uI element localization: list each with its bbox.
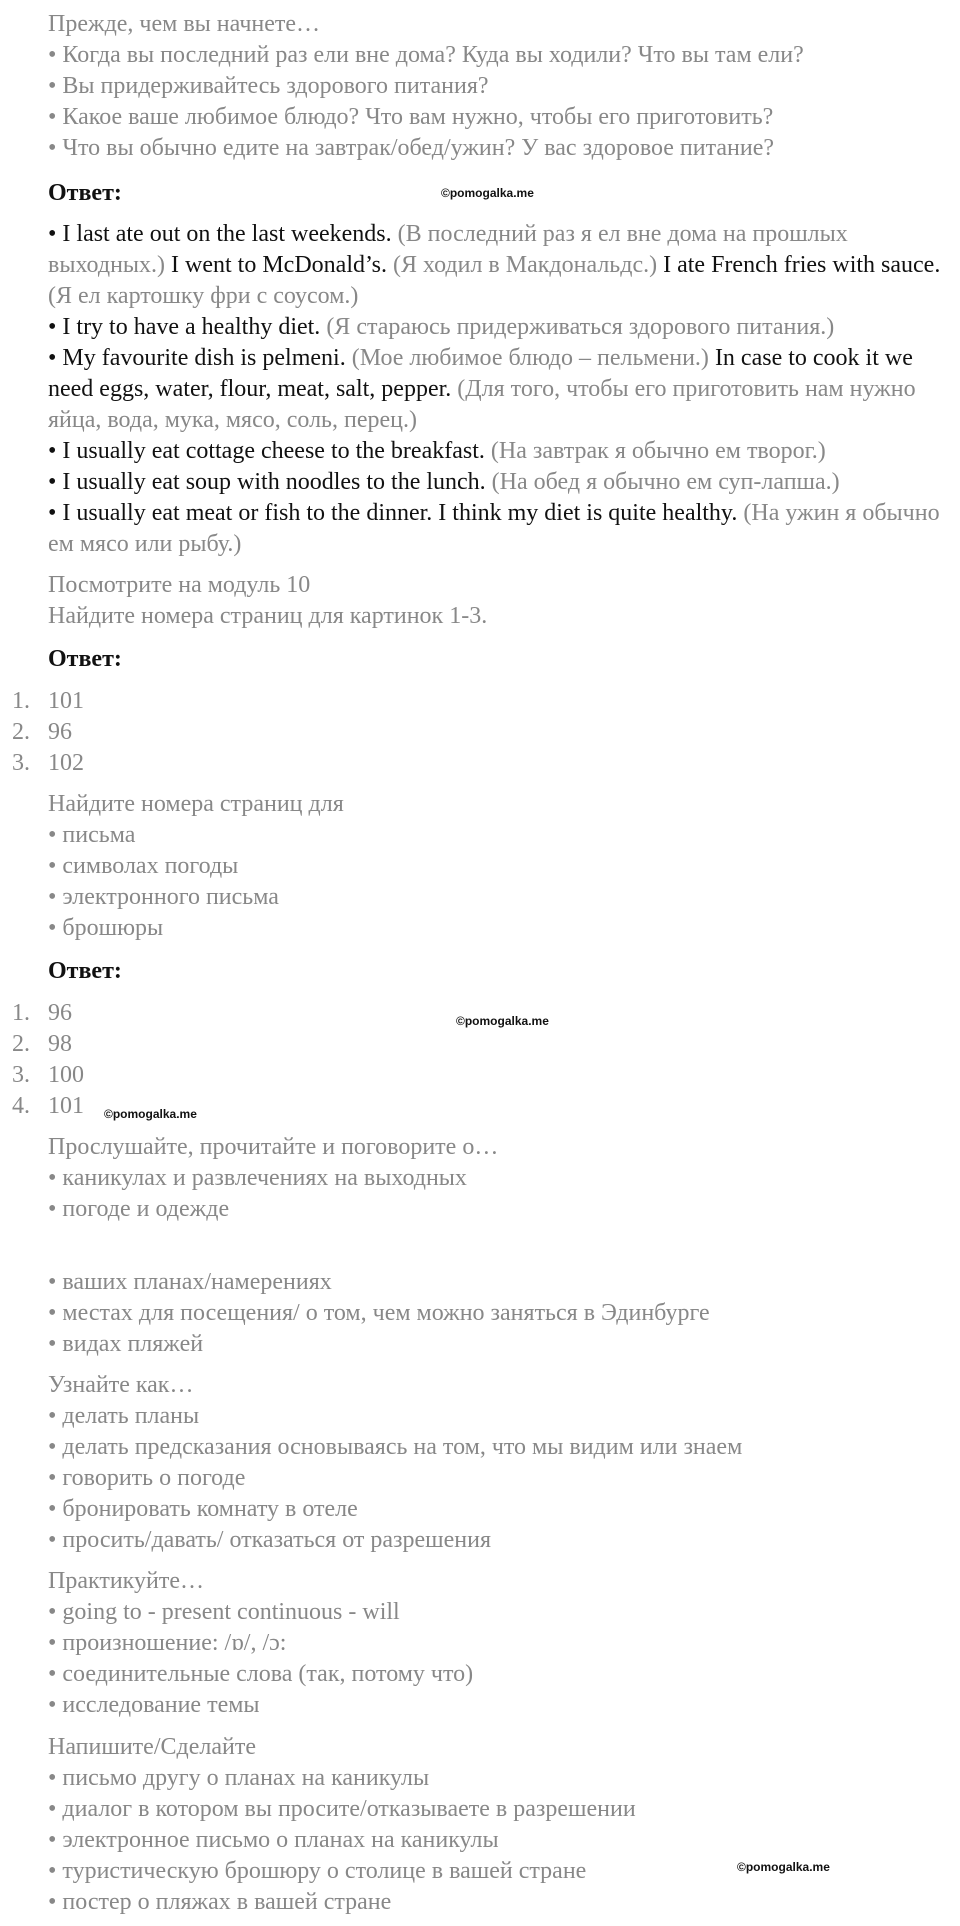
english-text: • I usually eat cottage cheese to the breakfast. bbox=[48, 438, 485, 464]
pages-line: • электронного письма bbox=[48, 884, 279, 910]
item-number: 4. bbox=[12, 1093, 30, 1119]
english-text: • I usually eat soup with noodles to the lunch. bbox=[48, 469, 486, 495]
item-number: 3. bbox=[12, 1062, 30, 1088]
english-text: • I last ate out on the last weekends. bbox=[48, 221, 392, 247]
learn-section bbox=[48, 1370, 948, 1556]
intro-line: • Какое ваше любимое блюдо? Что вам нужно, чтобы его приготовить? bbox=[48, 104, 774, 130]
answer3-item bbox=[0, 1060, 300, 1091]
russian-translation: (Я стараюсь придерживаться здорового питания.) bbox=[320, 314, 835, 340]
english-text: • I try to have a healthy diet. bbox=[48, 314, 321, 340]
russian-translation: (На завтрак я обычно ем творог.) bbox=[484, 438, 826, 464]
module-line: Найдите номера страниц для картинок 1-3. bbox=[48, 603, 488, 629]
english-text: I ate French fries with sauce. bbox=[657, 252, 941, 278]
answer1-paragraph bbox=[48, 467, 948, 498]
answer1-section bbox=[48, 219, 948, 560]
pages-line: Найдите номера страниц для bbox=[48, 791, 344, 817]
write-section bbox=[48, 1732, 948, 1918]
pages-section bbox=[48, 789, 948, 944]
write-line: • туристическую брошюру о столице в вашей стране bbox=[48, 1858, 587, 1884]
item-number: 1. bbox=[12, 1000, 30, 1026]
intro-line: • Вы придерживайтесь здорового питания? bbox=[48, 73, 489, 99]
russian-translation: (На ужин я обычно ем мясо или рыбу.) bbox=[48, 500, 940, 557]
write-line: • диалог в котором вы просите/отказываете в разрешении bbox=[48, 1796, 636, 1822]
write-line: Напишите/Сделайте bbox=[48, 1734, 256, 1760]
item-number: 1. bbox=[12, 688, 30, 714]
write-line: • электронное письмо о планах на каникулы bbox=[48, 1827, 499, 1853]
russian-translation: (На обед я обычно ем суп-лапша.) bbox=[485, 469, 840, 495]
pages-line: • символах погоды bbox=[48, 853, 239, 879]
practice-line: • соединительные слова (так, потому что) bbox=[48, 1661, 474, 1687]
intro-line: • Когда вы последний раз ели вне дома? Куда вы ходили? Что вы там ели? bbox=[48, 42, 804, 68]
learn-line: • говорить о погоде bbox=[48, 1465, 246, 1491]
russian-translation: (Мое любимое блюдо – пельмени.) bbox=[345, 345, 709, 371]
practice-section bbox=[48, 1566, 948, 1721]
item-number: 2. bbox=[12, 1031, 30, 1057]
english-text: • My favourite dish is pelmeni. bbox=[48, 345, 346, 371]
english-text: In case to cook it we need eggs, water, flour, meat, salt, pepper. bbox=[48, 345, 913, 402]
learn-line: • делать планы bbox=[48, 1403, 200, 1429]
listen-section bbox=[48, 1132, 948, 1225]
practice-line: • going to - present continuous - will bbox=[48, 1599, 400, 1625]
item-value: 98 bbox=[48, 1031, 72, 1057]
answer1-paragraph bbox=[48, 219, 948, 312]
english-text: I went to McDonald’s. bbox=[165, 252, 387, 278]
english-text: • I usually eat meat or fish to the dinner. I think my diet is quite healthy. bbox=[48, 500, 738, 526]
russian-translation: (Я ел картошку фри с соусом.) bbox=[48, 283, 359, 309]
learn-line: • бронировать комнату в отеле bbox=[48, 1496, 358, 1522]
watermark: ©pomogalka.me bbox=[104, 1107, 197, 1121]
intro-line: Прежде, чем вы начнете… bbox=[48, 11, 321, 37]
listen-line: • местах для посещения/ о том, чем можно заняться в Эдинбурге bbox=[48, 1300, 710, 1326]
watermark: ©pomogalka.me bbox=[737, 1860, 830, 1874]
answer1-paragraph bbox=[48, 343, 948, 436]
listen-section-continued bbox=[48, 1267, 948, 1360]
russian-translation: (В последний раз я ел вне дома на прошлых выходных.) bbox=[48, 221, 848, 278]
answer-heading: Ответ: bbox=[48, 646, 122, 672]
answer3-item bbox=[0, 998, 300, 1029]
write-line: • постер о пляжах в вашей стране bbox=[48, 1889, 392, 1915]
item-value: 101 bbox=[48, 1093, 84, 1119]
listen-line: • каникулах и развлечениях на выходных bbox=[48, 1165, 467, 1191]
answer-heading: Ответ: bbox=[48, 180, 122, 206]
answer1-paragraph bbox=[48, 498, 948, 560]
listen-line: • ваших планах/намерениях bbox=[48, 1269, 332, 1295]
module-line: Посмотрите на модуль 10 bbox=[48, 572, 311, 598]
module-section bbox=[48, 570, 948, 632]
item-value: 96 bbox=[48, 719, 72, 745]
practice-line: • произношение: /ɒ/, /ɔ: bbox=[48, 1630, 287, 1656]
answer1-paragraph bbox=[48, 436, 948, 467]
answer2-item bbox=[0, 686, 300, 717]
answer-heading: Ответ: bbox=[48, 958, 122, 984]
pages-line: • письма bbox=[48, 822, 136, 848]
practice-line: Практикуйте… bbox=[48, 1568, 204, 1594]
item-value: 100 bbox=[48, 1062, 84, 1088]
learn-line: • просить/давать/ отказаться от разрешения bbox=[48, 1527, 492, 1553]
learn-line: • делать предсказания основываясь на том, что мы видим или знаем bbox=[48, 1434, 743, 1460]
item-number: 3. bbox=[12, 750, 30, 776]
answer1-paragraph bbox=[48, 312, 948, 343]
answer3-item bbox=[0, 1029, 300, 1060]
watermark: ©pomogalka.me bbox=[456, 1014, 549, 1028]
watermark: ©pomogalka.me bbox=[441, 186, 534, 200]
practice-line: • исследование темы bbox=[48, 1692, 260, 1718]
item-number: 2. bbox=[12, 719, 30, 745]
item-value: 102 bbox=[48, 750, 84, 776]
listen-line: • видах пляжей bbox=[48, 1331, 204, 1357]
russian-translation: (Я ходил в Макдональдс.) bbox=[387, 252, 658, 278]
write-line: • письмо другу о планах на каникулы bbox=[48, 1765, 430, 1791]
answer2-item bbox=[0, 748, 300, 779]
listen-line: • погоде и одежде bbox=[48, 1196, 230, 1222]
answer2-item bbox=[0, 717, 300, 748]
learn-line: Узнайте как… bbox=[48, 1372, 194, 1398]
pages-line: • брошюры bbox=[48, 915, 164, 941]
listen-line: Прослушайте, прочитайте и поговорите о… bbox=[48, 1134, 499, 1160]
intro-line: • Что вы обычно едите на завтрак/обед/ужин? У вас здоровое питание? bbox=[48, 135, 775, 161]
item-value: 96 bbox=[48, 1000, 72, 1026]
intro-section bbox=[48, 9, 948, 164]
item-value: 101 bbox=[48, 688, 84, 714]
russian-translation: (Для того, чтобы его приготовить нам нужно яйца, вода, мука, мясо, соль, перец.) bbox=[48, 376, 916, 433]
